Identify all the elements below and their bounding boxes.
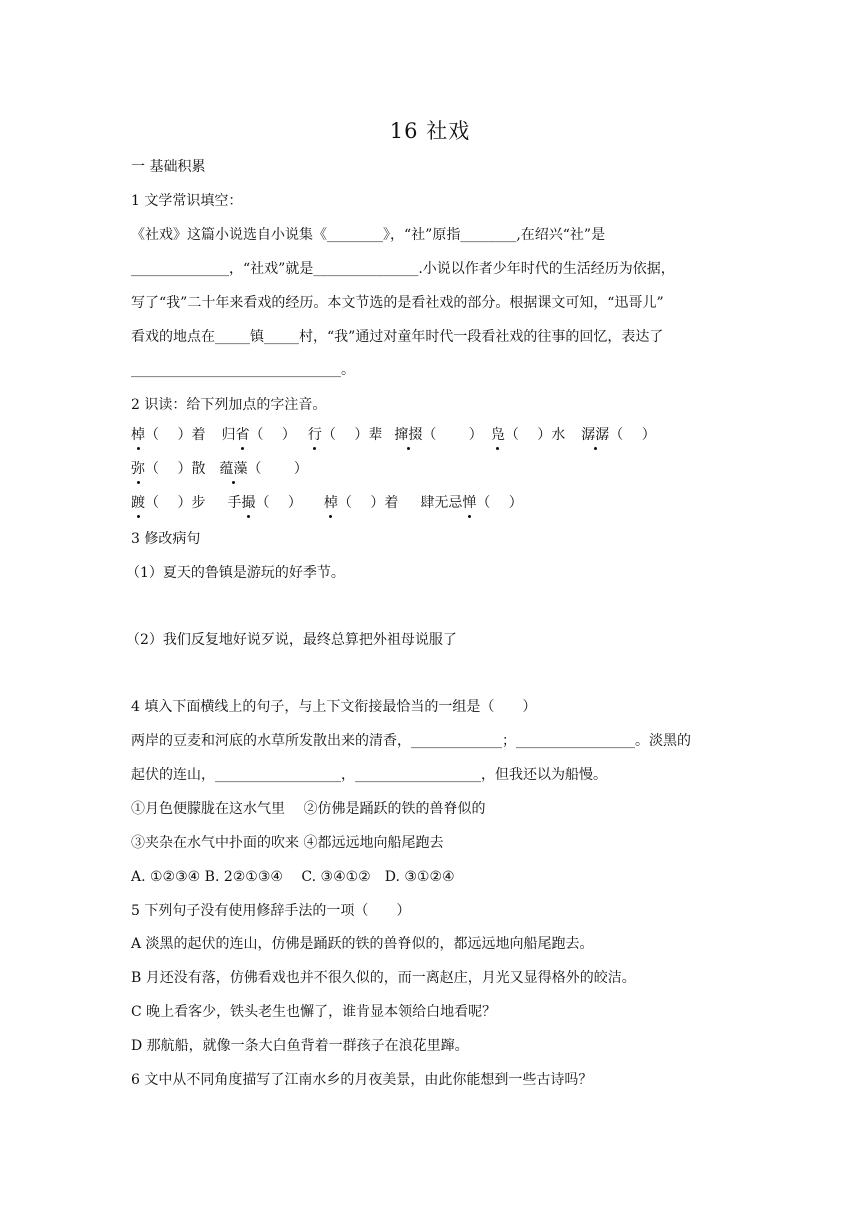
q2-row-1 xyxy=(131,425,656,445)
pinyin-item: 棹（ ）着 xyxy=(131,427,206,443)
q1-line-4: 看戏的地点在_____镇_____村，“我”通过对童年时代一段看社戏的往事的回忆，表达了 xyxy=(131,329,664,345)
q3-sentence-1: （1）夏天的鲁镇是游玩的好季节。 xyxy=(126,565,345,581)
pinyin-item: 棹（ ）着 xyxy=(323,495,399,511)
q1-line-1: 《社戏》这篇小说选自小说集《________》，“社”原指________,在绍兴“社”是 xyxy=(131,227,606,243)
q1-line-5: ______________________________。 xyxy=(131,362,355,378)
q5-option-a: A 淡黑的起伏的连山，仿佛是踊跃的铁的兽脊似的，都远远地向船尾跑去。 xyxy=(131,936,594,952)
pinyin-item: 蕴藻（ ） xyxy=(219,461,308,477)
q2-heading: 2 识读：给下列加点的字注音。 xyxy=(131,397,327,413)
section-heading: 一 基础积累 xyxy=(131,159,206,175)
q3-heading: 3 修改病句 xyxy=(131,531,201,547)
pinyin-item: 肆无忌惮（ ） xyxy=(420,495,523,511)
q4-option-line-1: ①月色便朦胧在这水气里 ②仿佛是踊跃的铁的兽脊似的 xyxy=(131,801,486,817)
pinyin-item: 弥（ ）散 xyxy=(131,461,206,477)
q5-option-c: C 晚上看客少，铁头老生也懈了，谁肯显本领给白地看呢？ xyxy=(131,1004,497,1020)
pinyin-item: 潺潺（ ） xyxy=(581,427,656,443)
q1-line-3: 写了“我”二十年来看戏的经历。本文节选的是看社戏的部分。根据课文可知，“迅哥儿” xyxy=(131,295,664,311)
q4-heading: 4 填入下面横线上的句子，与上下文衔接最恰当的一组是（ ） xyxy=(131,699,537,715)
q2-row-3 xyxy=(131,493,523,513)
pinyin-item: 归省（ ） xyxy=(221,427,296,443)
q6-heading: 6 文中从不同角度描写了江南水乡的月夜美景，由此你能想到一些古诗吗？ xyxy=(131,1072,593,1088)
q5-option-b: B 月还没有落，仿佛看戏也并不很久似的，而一离赵庄，月光又显得格外的皎洁。 xyxy=(131,970,636,986)
pinyin-item: 踱（ ）步 xyxy=(131,495,206,511)
pinyin-item: 撺掇（ ） xyxy=(394,427,483,443)
q2-row-2 xyxy=(131,459,308,479)
q1-heading: 1 文学常识填空： xyxy=(131,193,243,209)
pinyin-item: 手撮（ ） xyxy=(227,495,302,511)
q4-option-line-2: ③夹杂在水气中扑面的吹来 ④都远远地向船尾跑去 xyxy=(131,835,444,851)
q4-choices: A. ①②③④ B. 2②①③④ C. ③④①② D. ③①②④ xyxy=(131,869,455,885)
q5-option-d: D 那航船，就像一条大白鱼背着一群孩子在浪花里蹿。 xyxy=(131,1038,469,1054)
pinyin-item: 行（ ）辈 xyxy=(307,427,383,443)
q3-sentence-2: （2）我们反复地好说歹说，最终总算把外祖母说服了 xyxy=(126,632,457,648)
pinyin-item: 凫（ ）水 xyxy=(490,427,566,443)
q5-heading: 5 下列句子没有使用修辞手法的一项（ ） xyxy=(131,903,411,919)
page-title: 16 社戏 xyxy=(389,119,471,143)
q4-line-2: 起伏的连山，__________________，__________________，但我还以为船慢。 xyxy=(131,767,607,783)
q4-line-1: 两岸的豆麦和河底的水草所发散出来的清香，_____________；_________________。淡黑的 xyxy=(131,733,691,749)
q1-line-2: ______________，“社戏”就是_______________.小说以作者少年时代的生活经历为依据， xyxy=(131,261,675,277)
